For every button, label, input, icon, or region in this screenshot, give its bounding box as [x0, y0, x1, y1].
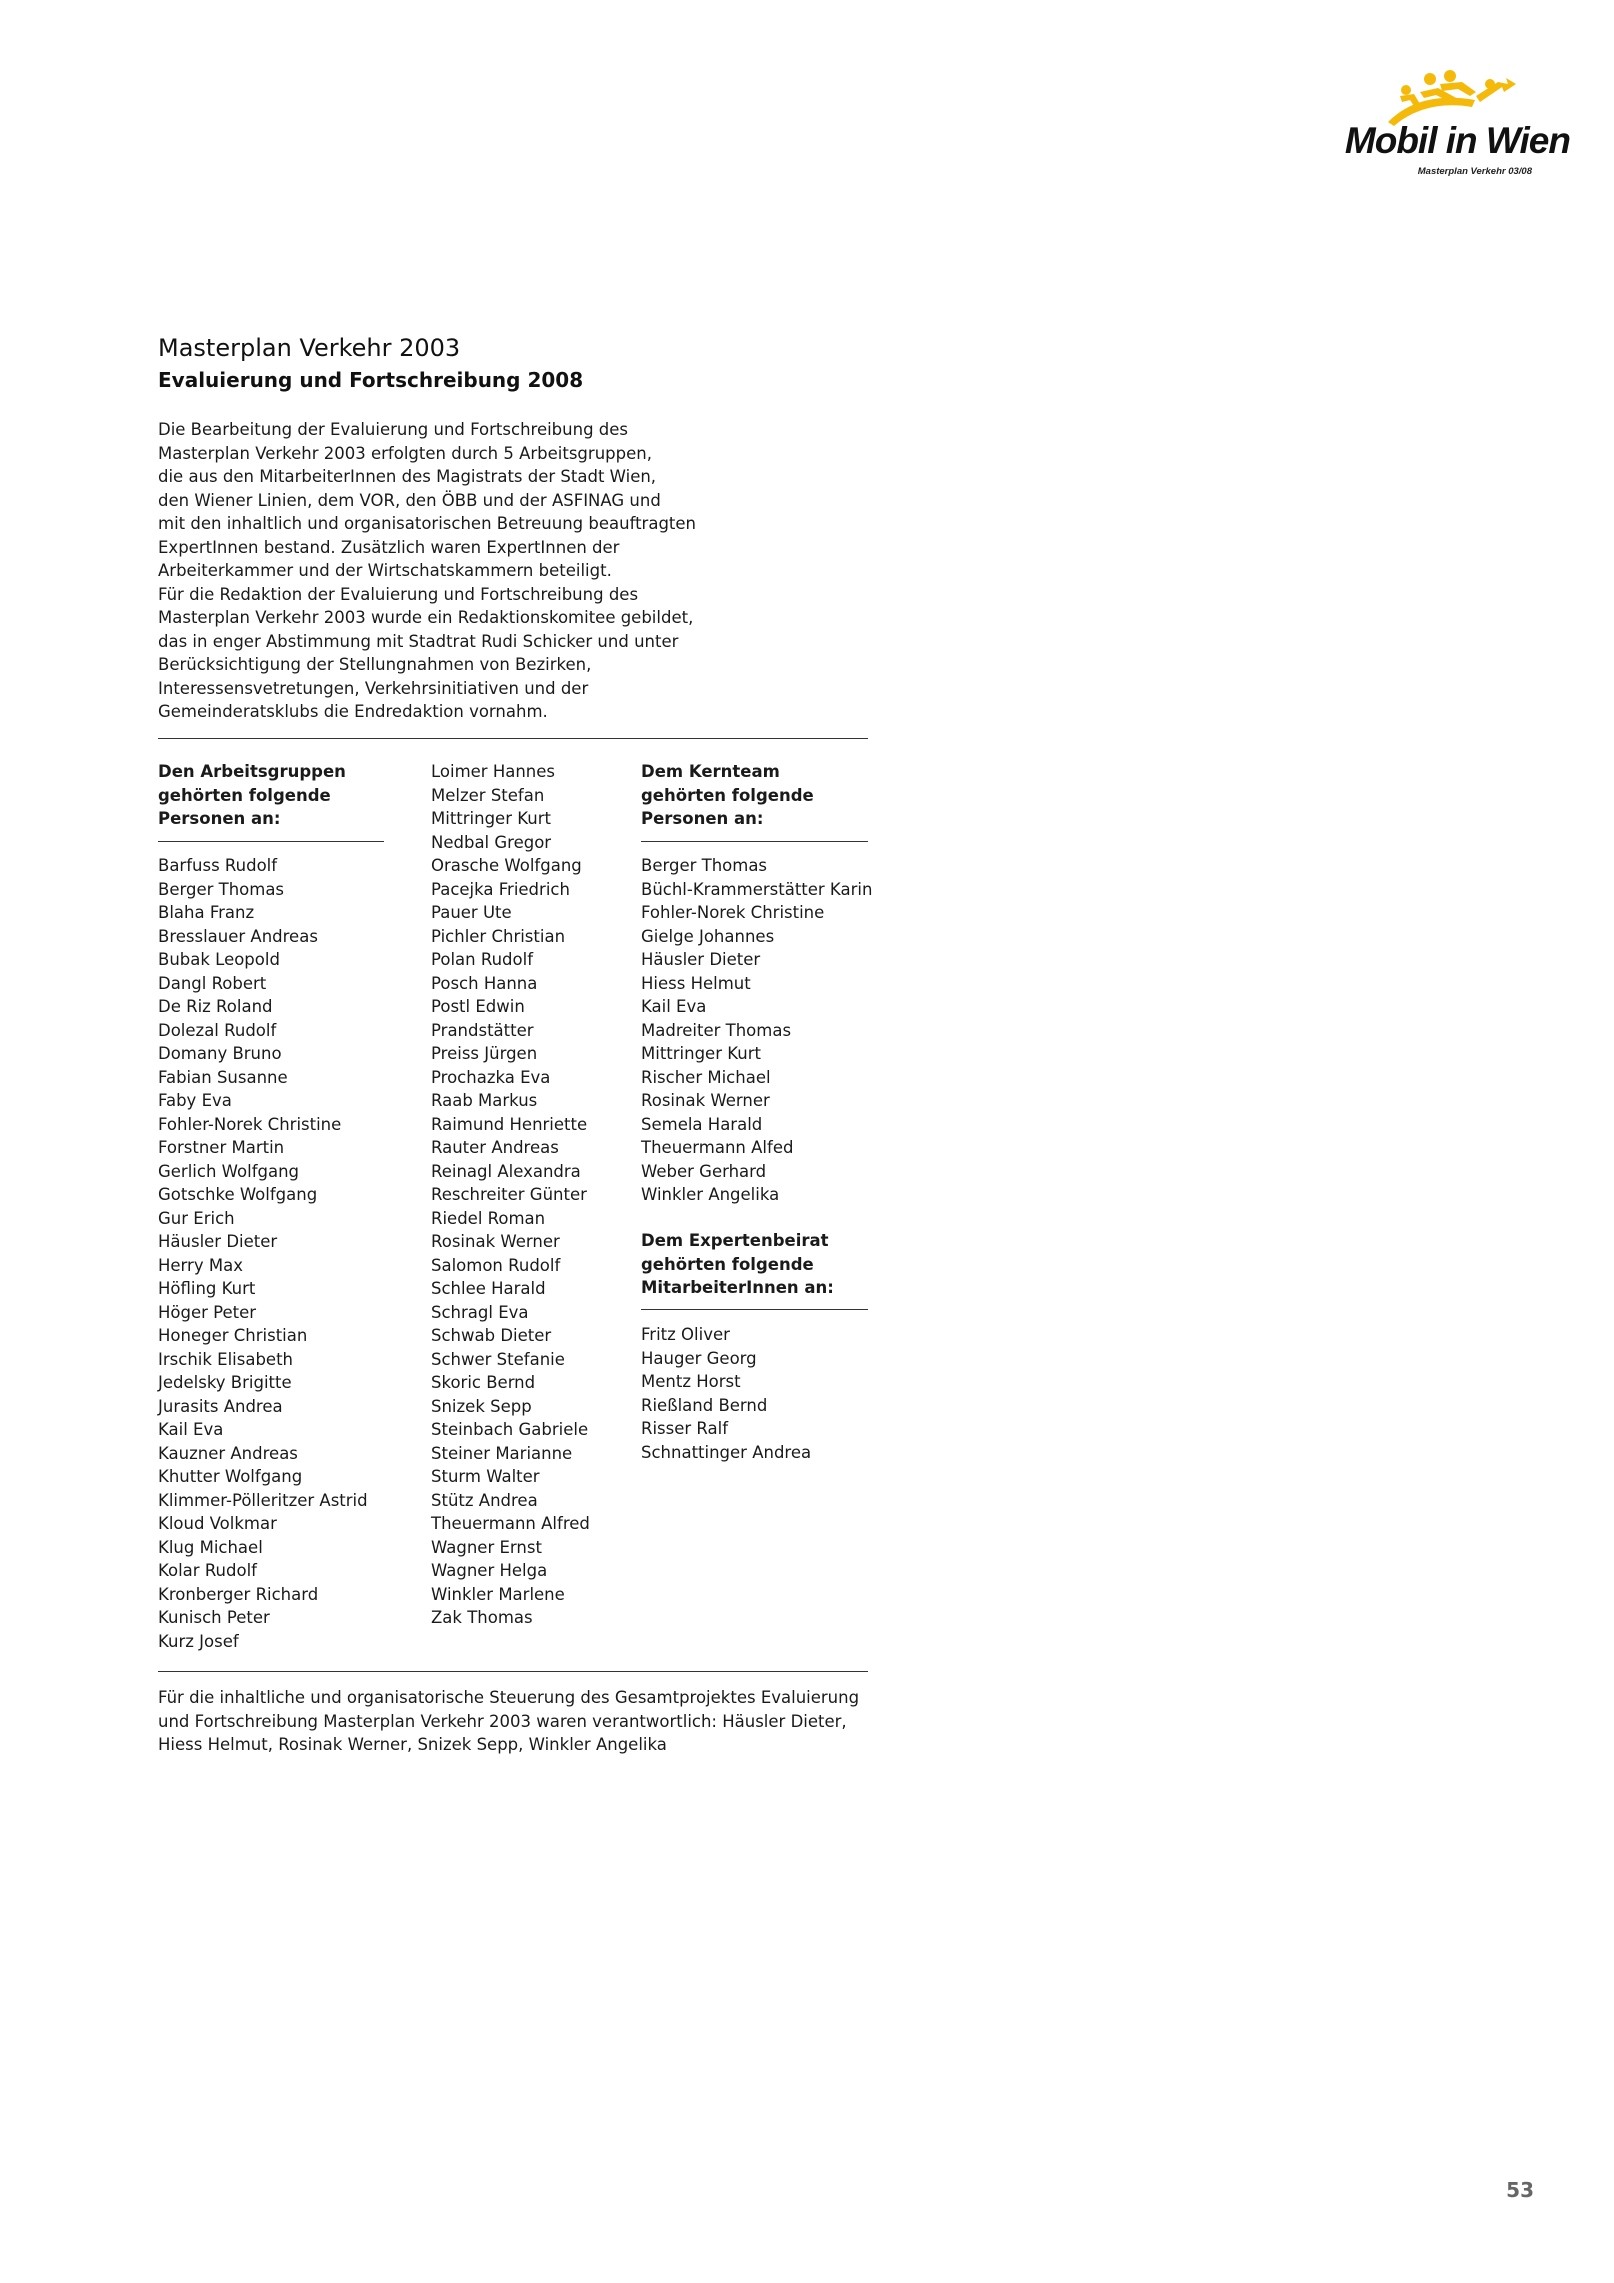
person-name: Risser Ralf — [641, 1419, 729, 1438]
expertenbeirat-heading — [641, 1229, 834, 1300]
person-name: Häusler Dieter — [158, 1232, 278, 1251]
page-subtitle: Evaluierung und Fortschreibung 2008 — [158, 368, 584, 392]
person-name: Preiss Jürgen — [431, 1044, 538, 1063]
person-name: Postl Edwin — [431, 997, 525, 1016]
intro-line: Für die Redaktion der Evaluierung und Fortschreibung des — [158, 584, 639, 604]
person-name: Mentz Horst — [641, 1372, 741, 1391]
person-name: Rießland Bernd — [641, 1395, 768, 1415]
kernteam-heading — [641, 760, 814, 831]
person-name: Klug Michael — [158, 1537, 263, 1557]
person-name: Gielge Johannes — [641, 926, 775, 946]
person-name: Kurz Josef — [158, 1631, 239, 1651]
person-name: Madreiter Thomas — [641, 1020, 792, 1040]
logo-wordmark: Mobil in Wien — [1344, 120, 1570, 161]
person-name: Jurasits Andrea — [158, 1396, 283, 1416]
person-name: Theuermann Alfred — [431, 1514, 590, 1533]
person-name: Posch Hanna — [431, 973, 538, 993]
page-number: 53 — [1506, 2178, 1534, 2202]
intro-line: Interessensvetretungen, Verkehrsinitiativen und der — [158, 678, 589, 698]
person-name: Orasche Wolfgang — [431, 856, 582, 875]
person-name: Skoric Bernd — [431, 1373, 536, 1392]
person-name: Steinbach Gabriele — [431, 1420, 589, 1439]
intro-line: den Wiener Linien, dem VOR, den ÖBB und der ASFINAG und — [158, 490, 661, 510]
person-name: Klimmer-Pölleritzer Astrid — [158, 1490, 368, 1510]
person-name: Khutter Wolfgang — [158, 1467, 303, 1486]
person-name: Reschreiter Günter — [431, 1185, 587, 1204]
person-name: Stütz Andrea — [431, 1490, 538, 1510]
logo — [1310, 70, 1570, 190]
divider-expertenbeirat — [641, 1309, 868, 1310]
person-name: Pichler Christian — [431, 926, 566, 946]
person-name: Rosinak Werner — [641, 1091, 770, 1110]
intro-line: die aus den MitarbeiterInnen des Magistrats der Stadt Wien, — [158, 467, 657, 486]
intro-line: Masterplan Verkehr 2003 erfolgten durch 5 Arbeitsgruppen, — [158, 443, 652, 463]
footer-paragraph — [158, 1686, 878, 1757]
intro-line: mit den inhaltlich und organisatorischen Betreuung beauftragten — [158, 514, 697, 533]
heading-line: MitarbeiterInnen an: — [641, 1278, 834, 1297]
person-name: Honeger Christian — [158, 1326, 308, 1345]
person-name: Weber Gerhard — [641, 1161, 767, 1181]
person-name: Kloud Volkmar — [158, 1514, 277, 1533]
footer-line: Hiess Helmut, Rosinak Werner, Snizek Sepp, Winkler Angelika — [158, 1735, 667, 1754]
person-name: Dangl Robert — [158, 973, 267, 993]
person-name: Wagner Helga — [431, 1561, 548, 1580]
heading-line: Dem Expertenbeirat — [641, 1231, 829, 1250]
logo-subtitle: Masterplan Verkehr 03/08 — [1417, 166, 1532, 177]
person-name: Schlee Harald — [431, 1279, 546, 1298]
person-name: Fritz Oliver — [641, 1325, 730, 1344]
person-name: Rosinak Werner — [431, 1232, 560, 1251]
person-name: Irschik Elisabeth — [158, 1349, 294, 1369]
intro-line: Die Bearbeitung der Evaluierung und Fortschreibung des — [158, 420, 629, 439]
person-name: Pacejka Friedrich — [431, 879, 570, 899]
person-name: Fabian Susanne — [158, 1067, 288, 1087]
person-name: Dolezal Rudolf — [158, 1020, 277, 1040]
person-name: Höfling Kurt — [158, 1279, 256, 1298]
person-name: Salomon Rudolf — [431, 1255, 561, 1275]
heading-line: Personen an: — [641, 809, 764, 828]
person-name: Häusler Dieter — [641, 950, 761, 969]
heading-line: Personen an: — [158, 809, 281, 828]
person-name: Nedbal Gregor — [431, 832, 552, 852]
person-name: Melzer Stefan — [431, 785, 545, 805]
person-name: Fohler-Norek Christine — [158, 1114, 342, 1134]
page-title: Masterplan Verkehr 2003 — [158, 334, 461, 362]
person-name: Kunisch Peter — [158, 1608, 270, 1627]
intro-line: Arbeiterkammer und der Wirtschatskammern beteiligt. — [158, 561, 612, 580]
heading-line: Den Arbeitsgruppen — [158, 762, 346, 781]
person-name: Fohler-Norek Christine — [641, 903, 825, 922]
person-name: Hauger Georg — [641, 1348, 757, 1368]
heading-line: Dem Kernteam — [641, 762, 780, 781]
person-name: Sturm Walter — [431, 1467, 540, 1486]
person-name: Bresslauer Andreas — [158, 926, 318, 946]
heading-line: gehörten folgende — [158, 785, 331, 805]
footer-line: Für die inhaltliche und organisatorische Steuerung des Gesamtprojektes Evaluierung — [158, 1688, 860, 1707]
person-name: Schragl Eva — [431, 1302, 529, 1322]
person-name: Schwer Stefanie — [431, 1349, 565, 1369]
person-name: Rauter Andreas — [431, 1138, 559, 1157]
person-name: Kail Eva — [158, 1420, 224, 1439]
person-name: Hiess Helmut — [641, 973, 751, 993]
divider-kernteam — [641, 841, 868, 842]
person-name: Herry Max — [158, 1255, 243, 1275]
heading-line: gehörten folgende — [641, 1254, 814, 1274]
person-name: Winkler Angelika — [641, 1185, 780, 1204]
person-name: Riedel Roman — [431, 1208, 546, 1228]
person-name: Loimer Hannes — [431, 762, 556, 781]
person-name: Polan Rudolf — [431, 950, 533, 969]
person-name: Faby Eva — [158, 1091, 232, 1110]
person-name: Gerlich Wolfgang — [158, 1161, 300, 1181]
person-name: Jedelsky Brigitte — [158, 1373, 292, 1392]
person-name: Winkler Marlene — [431, 1584, 565, 1604]
person-name: Gur Erich — [158, 1208, 235, 1228]
person-name: Wagner Ernst — [431, 1537, 542, 1557]
intro-line: Masterplan Verkehr 2003 wurde ein Redaktionskomitee gebildet, — [158, 608, 694, 627]
divider-arbeitsgruppen — [158, 841, 384, 842]
intro-line: das in enger Abstimmung mit Stadtrat Rudi Schicker und unter — [158, 631, 679, 651]
person-name: Raimund Henriette — [431, 1114, 588, 1134]
person-name: Domany Bruno — [158, 1044, 282, 1063]
person-name: Berger Thomas — [641, 856, 768, 875]
person-name: Steiner Marianne — [431, 1443, 573, 1463]
divider-top — [158, 738, 868, 739]
arbeitsgruppen-heading — [158, 760, 346, 831]
divider-bottom — [158, 1671, 868, 1672]
person-name: Semela Harald — [641, 1114, 763, 1134]
person-name: Kronberger Richard — [158, 1584, 319, 1604]
person-name: Prandstätter — [431, 1020, 534, 1040]
person-name: Mittringer Kurt — [431, 809, 551, 828]
person-name: Büchl-Krammerstätter Karin — [641, 879, 873, 899]
expertenbeirat-list — [641, 1323, 811, 1464]
person-name: Bubak Leopold — [158, 950, 280, 969]
person-name: Kauzner Andreas — [158, 1443, 298, 1463]
intro-line: Gemeinderatsklubs die Endredaktion vornahm. — [158, 702, 548, 721]
intro-line: ExpertInnen bestand. Zusätzlich waren ExpertInnen der — [158, 537, 620, 557]
person-name: Rischer Michael — [641, 1067, 771, 1087]
person-name: Gotschke Wolfgang — [158, 1185, 318, 1204]
intro-line: Berücksichtigung der Stellungnahmen von Bezirken, — [158, 655, 592, 674]
arbeitsgruppen-list-1 — [158, 854, 368, 1653]
person-name: Kolar Rudolf — [158, 1561, 257, 1580]
footer-line: und Fortschreibung Masterplan Verkehr 2003 waren verantwortlich: Häusler Dieter, — [158, 1711, 847, 1731]
person-name: Reinagl Alexandra — [431, 1161, 581, 1181]
person-name: Höger Peter — [158, 1302, 257, 1322]
person-name: Mittringer Kurt — [641, 1044, 761, 1063]
person-name: Pauer Ute — [431, 903, 512, 922]
person-name: Schnattinger Andrea — [641, 1442, 812, 1462]
heading-line: gehörten folgende — [641, 785, 814, 805]
person-name: Theuermann Alfed — [641, 1138, 794, 1157]
person-name: Schwab Dieter — [431, 1326, 552, 1345]
person-name: De Riz Roland — [158, 997, 273, 1016]
person-name: Blaha Franz — [158, 903, 255, 922]
person-name: Berger Thomas — [158, 879, 285, 899]
intro-paragraph — [158, 418, 878, 724]
person-name: Prochazka Eva — [431, 1067, 551, 1087]
kernteam-list — [641, 854, 872, 1207]
person-name: Zak Thomas — [431, 1608, 533, 1627]
person-name: Forstner Martin — [158, 1138, 285, 1157]
person-name: Kail Eva — [641, 997, 707, 1016]
person-name: Barfuss Rudolf — [158, 856, 278, 875]
arbeitsgruppen-list-2 — [431, 760, 590, 1630]
person-name: Snizek Sepp — [431, 1396, 532, 1416]
person-name: Raab Markus — [431, 1091, 538, 1110]
